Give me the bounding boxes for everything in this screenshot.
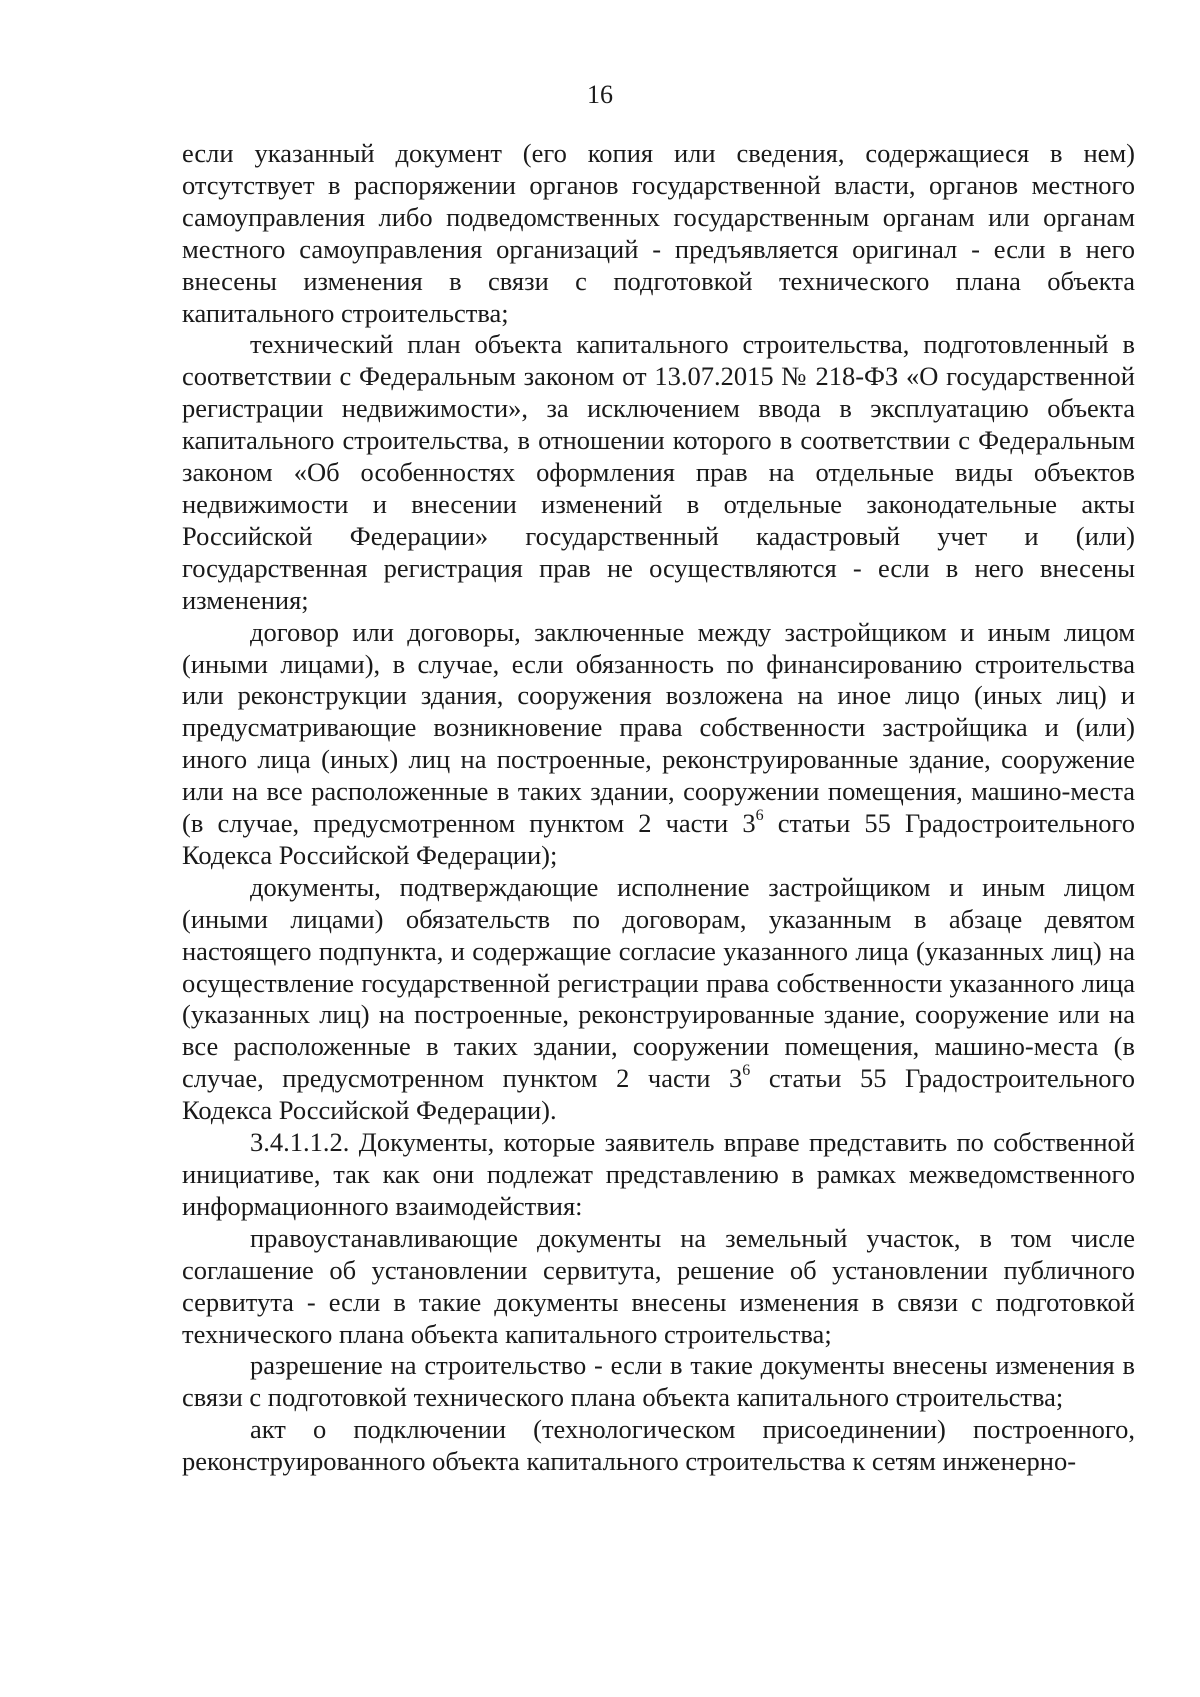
- page-number: 16: [587, 80, 613, 109]
- paragraph: [182, 617, 1135, 872]
- paragraph: [182, 1127, 1135, 1223]
- paragraph-text: документы, подтверждающие исполнение застройщиком и иным лицом (иными лицами) обязательств по договорам, указанным в абзаце девятом настоящего подпункта, и содержащие согласие указанного лица (указанных лиц) на осуществление государственной регистрации права собственности указанного лица (указанных лиц) на построенные, реконструированные здание, сооружение или на все расположенные в таких здании, сооружении помещения, машино-места (в случае, предусмотренном пунктом 2 части 3: [182, 871, 1135, 1094]
- paragraph: [182, 329, 1135, 616]
- document-body: [182, 138, 1135, 1478]
- paragraph-text: правоустанавливающие документы на земельный участок, в том числе соглашение об установлении сервитута, решение об установлении публичного сервитута - если в такие документы внесены изменения в связи с подготовкой технического плана объекта капитального строительства;: [182, 1222, 1135, 1349]
- paragraph-text: 3.4.1.1.2. Документы, которые заявитель вправе представить по собственной инициативе, так как они подлежат представлению в рамках межведомственного информационного взаимодействия:: [182, 1127, 1135, 1221]
- paragraph: [182, 872, 1135, 1127]
- paragraph-text: разрешение на строительство - если в такие документы внесены изменения в связи с подготовкой технического плана объекта капитального строительства;: [182, 1350, 1135, 1413]
- paragraph: [182, 1414, 1135, 1478]
- paragraph-text: статьи 55 Градостроительного Кодекса Российской Федерации);: [182, 808, 1135, 870]
- paragraph-text: акт о подключении (технологическом присоединении) построенного, реконструированного объекта капитального строительства к сетям инженерно-: [182, 1414, 1135, 1477]
- paragraph-text: если указанный документ (его копия или сведения, содержащиеся в нем) отсутствует в распоряжении органов государственной власти, органов местного самоуправления либо подведомственных государственным органам или органам местного самоуправления организаций - предъявляется оригинал - если в него внесены изменения в связи с подготовкой технического плана объекта капитального строительства;: [182, 138, 1135, 328]
- paragraph-text: договор или договоры, заключенные между застройщиком и иным лицом (иными лицами), в случае, если обязанность по финансированию строительства или реконструкции здания, сооружения возложена на иное лицо (иных лиц) и предусматривающие возникновение права собственности застройщика и (или) иного лица (иных) лиц на построенные, реконструированные здание, сооружение или на все расположенные в таких здании, сооружении помещения, машино-места (в случае, предусмотренном пунктом 2 части 3: [182, 616, 1135, 839]
- paragraph: [182, 1223, 1135, 1351]
- paragraph: [182, 1350, 1135, 1414]
- superscript: 6: [742, 1062, 751, 1080]
- paragraph: [182, 138, 1135, 329]
- superscript: 6: [755, 807, 764, 825]
- paragraph-text: статьи 55 Градостроительного Кодекса Российской Федерации).: [182, 1063, 1135, 1126]
- paragraph-text: технический план объекта капитального строительства, подготовленный в соответствии с Федеральным законом от 13.07.2015 № 218-ФЗ «О государственной регистрации недвижимости», за исключением ввода в эксплуатацию объекта капитального строительства, в отношении которого в соответствии с Федеральным законом «Об особенностях оформления прав на отдельные виды объектов недвижимости и внесении изменений в отдельные законодательные акты Российской Федерации» государственный кадастровый учет и (или) государственная регистрация прав не осуществляются - если в него внесены изменения;: [182, 329, 1135, 615]
